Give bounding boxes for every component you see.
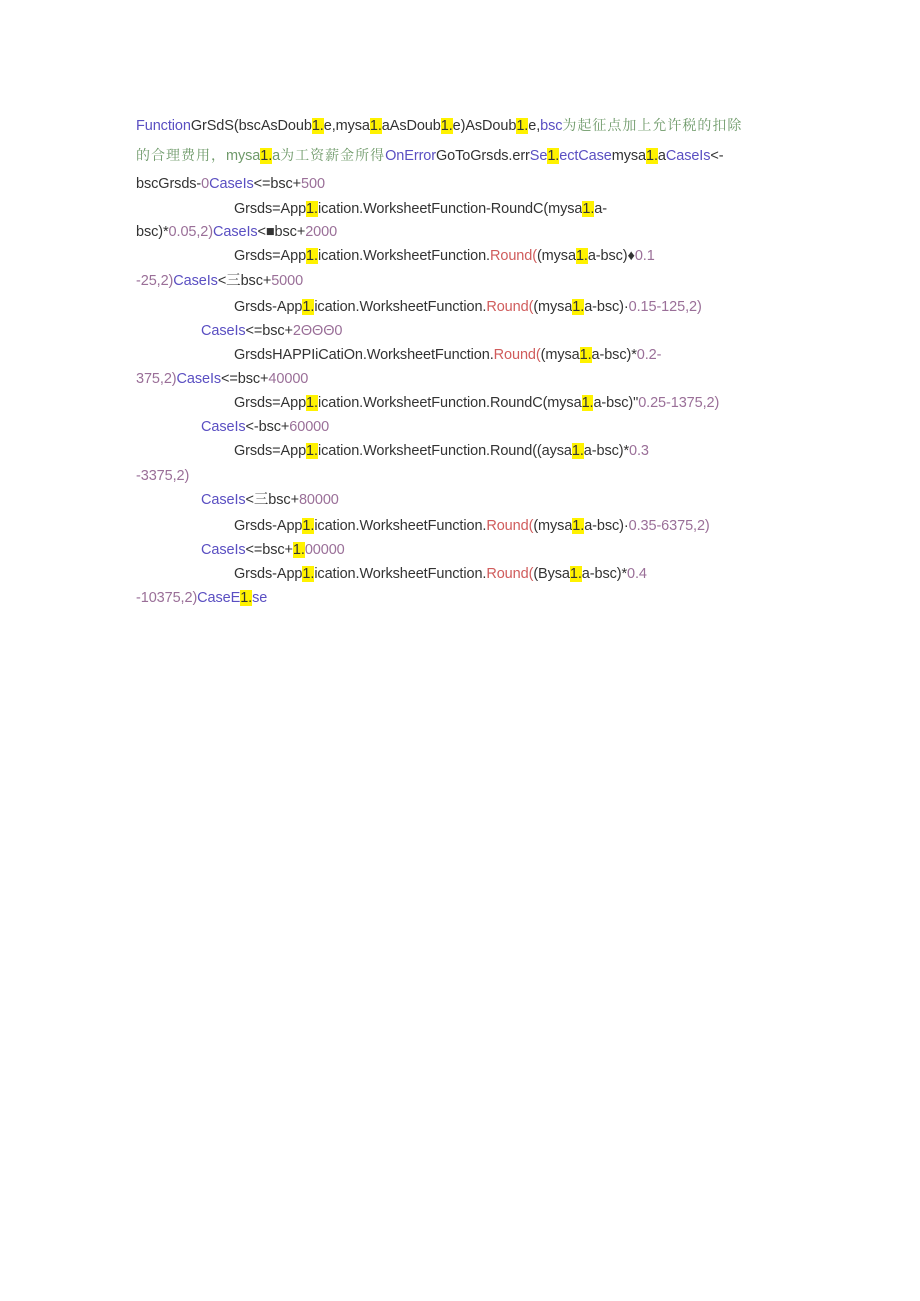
code-text: ication.WorksheetFunction. (314, 299, 487, 315)
code-text: 为工资薪金所得 (280, 148, 386, 164)
code-line (136, 116, 742, 136)
code-text: GrsdsHAPPIiCatiOn.WorksheetFunction. (234, 347, 494, 363)
code-text: aAsDoub (381, 118, 441, 134)
code-text: <三bsc+ (245, 492, 299, 508)
code-text: mysa (611, 148, 646, 164)
code-text: 0.15-125,2) (628, 299, 702, 315)
code-text: (mysa (540, 347, 580, 363)
code-text: 5000 (271, 273, 304, 289)
code-text: mysa (226, 148, 261, 164)
highlighted-text: 1. (440, 118, 453, 134)
code-text: ication.WorksheetFunction.RoundC(mysa (317, 395, 582, 411)
highlighted-text: 1. (571, 443, 584, 459)
code-text: Function (136, 118, 191, 134)
code-text: <-bsc+ (245, 419, 290, 435)
code-line (136, 146, 724, 166)
code-line (136, 466, 189, 486)
code-text: -25,2) (136, 273, 174, 289)
code-line (234, 441, 649, 461)
code-text: 375,2) (136, 371, 177, 387)
code-text: 的合理费用， (136, 148, 226, 164)
highlighted-text: 1. (575, 248, 588, 264)
code-text: 0.3 (629, 443, 649, 459)
code-text: CaseIs (173, 273, 218, 289)
code-text: 80000 (298, 492, 339, 508)
code-text: a-bsc)* (591, 347, 637, 363)
code-text: Grsds=App (234, 395, 307, 411)
code-text: (mysa (536, 248, 576, 264)
code-line (136, 369, 308, 389)
code-text: <- (710, 148, 724, 164)
highlighted-text: 1. (369, 118, 382, 134)
code-text: 0.4 (627, 566, 647, 582)
code-line (234, 246, 655, 266)
code-line (234, 345, 661, 365)
code-text: a (657, 148, 666, 164)
highlighted-text: 1. (302, 518, 315, 534)
highlighted-text: 1. (516, 118, 529, 134)
highlighted-text: 1. (306, 443, 318, 459)
code-text: 0 (201, 176, 210, 192)
code-text: 0.35-6375,2) (628, 518, 710, 534)
code-line (136, 174, 325, 194)
code-text: Se (529, 148, 548, 164)
code-text: 60000 (289, 419, 330, 435)
code-text: CaseIs (201, 492, 246, 508)
code-line (136, 271, 303, 291)
highlighted-text: 1. (240, 590, 253, 606)
code-text: 0.25-1375,2) (638, 395, 720, 411)
highlighted-text: 1. (581, 395, 594, 411)
code-line (201, 490, 339, 510)
code-text: CaseIs (213, 224, 258, 240)
code-text: Round( (486, 518, 534, 534)
code-text: <=bsc+ (245, 323, 293, 339)
code-text: GoToGrsds.err (436, 148, 530, 164)
code-text: 0.05,2) (168, 224, 213, 240)
code-text: CaseIs (665, 148, 711, 164)
code-text: Grsds-App (234, 518, 303, 534)
highlighted-text: 1. (645, 148, 658, 164)
code-text: (mysa (533, 518, 573, 534)
highlighted-text: 1. (572, 518, 585, 534)
code-text: CaseIs (201, 542, 246, 558)
code-text: a- (594, 201, 607, 217)
code-text: ication.WorksheetFunction-RoundC(mysa (317, 201, 583, 217)
code-line (234, 393, 719, 413)
code-text: bscGrsds- (136, 176, 202, 192)
highlighted-text: 1. (306, 395, 318, 411)
code-text: <■bsc+ (257, 224, 306, 240)
code-text: e,mysa (323, 118, 370, 134)
code-text: CaseIs (209, 176, 254, 192)
code-text: <=bsc+ (221, 371, 269, 387)
code-text: 0.2- (636, 347, 662, 363)
code-text: se (252, 590, 268, 606)
code-text: -3375,2) (136, 468, 190, 484)
code-line (136, 222, 337, 242)
code-text: -10375,2) (136, 590, 198, 606)
code-line (234, 516, 710, 536)
code-line (201, 417, 329, 437)
code-text: 2000 (305, 224, 338, 240)
highlighted-text: 1. (292, 542, 305, 558)
code-text: ication.WorksheetFunction. (317, 248, 490, 264)
code-text: Grsds=App (234, 201, 307, 217)
code-text: Round( (486, 566, 534, 582)
code-text: Grsds-App (234, 566, 303, 582)
code-text: Grsds-App (234, 299, 303, 315)
code-line (234, 564, 647, 584)
code-line (136, 588, 267, 608)
highlighted-text: 1. (311, 118, 324, 134)
code-text: ication.WorksheetFunction. (314, 518, 487, 534)
code-line (201, 321, 342, 341)
code-text: a-bsc)" (593, 395, 639, 411)
code-text: 500 (301, 176, 325, 192)
code-text: bsc)* (136, 224, 169, 240)
code-text: 40000 (268, 371, 309, 387)
code-text: 00000 (304, 542, 345, 558)
code-text: 为起征点加上允许税的扣除 (562, 118, 743, 134)
code-text: <=bsc+ (245, 542, 293, 558)
highlighted-text: 1. (582, 201, 595, 217)
code-text: (mysa (533, 299, 573, 315)
code-text: a-bsc)* (581, 566, 628, 582)
code-text: CaseIs (201, 419, 246, 435)
code-text: Round( (489, 248, 537, 264)
code-text: Grsds=App (234, 443, 307, 459)
code-text: e)AsDoub (452, 118, 517, 134)
code-line (234, 297, 702, 317)
code-text: e, (528, 118, 541, 134)
code-text: (Bysa (533, 566, 570, 582)
code-text: a-bsc)· (584, 299, 629, 315)
code-text: bsc (540, 118, 563, 134)
code-text: OnError (385, 148, 436, 164)
highlighted-text: 1. (579, 347, 592, 363)
code-line (234, 199, 607, 219)
highlighted-text: 1. (569, 566, 582, 582)
code-text: Grsds=App (234, 248, 307, 264)
highlighted-text: 1. (572, 299, 585, 315)
highlighted-text: 1. (306, 248, 318, 264)
code-line (201, 540, 345, 560)
highlighted-text: 1. (302, 299, 315, 315)
code-text: CaseE (197, 590, 241, 606)
code-text: CaseIs (176, 371, 222, 387)
highlighted-text: 1. (260, 148, 273, 164)
code-text: 0.1 (634, 248, 655, 264)
highlighted-text: 1. (302, 566, 315, 582)
code-text: <=bsc+ (253, 176, 302, 192)
code-text: ectCase (559, 148, 612, 164)
code-text: a-bsc)· (584, 518, 629, 534)
code-text: CaseIs (201, 323, 246, 339)
code-text: a-bsc)♦ (587, 248, 635, 264)
code-text: a (272, 148, 281, 164)
code-text: <三bsc+ (217, 273, 272, 289)
code-text: a-bsc)* (583, 443, 630, 459)
code-text: Round( (493, 347, 541, 363)
code-text: 2ΘΘΘ0 (292, 323, 343, 339)
code-text: ication.WorksheetFunction. (314, 566, 487, 582)
code-text: GrSdS(bscAsDoub (190, 118, 312, 134)
code-text: ication.WorksheetFunction.Round((aysa (317, 443, 572, 459)
highlighted-text: 1. (547, 148, 560, 164)
highlighted-text: 1. (306, 201, 318, 217)
code-text: Round( (486, 299, 534, 315)
